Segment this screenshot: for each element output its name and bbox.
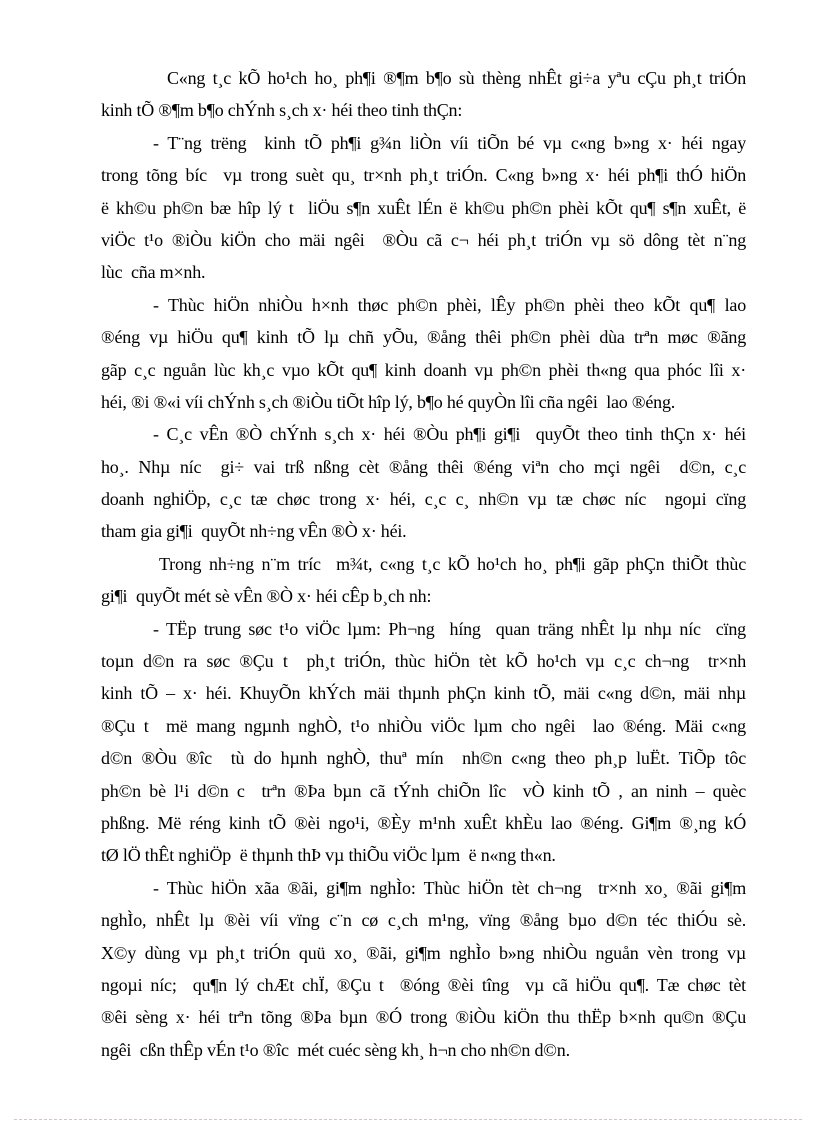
text-line: héi, ®i ®«i víi chÝnh s¸ch ®iÒu tiÕt hîp lý, b¶o hé quyÒn lîi cña ngêi lao ®éng. [101,391,676,412]
text-line: kinh tÕ – x· héi. KhuyÕn khÝch mäi thµnh phÇn kinh tÕ, mäi c«ng d©n, mäi nhµ [101,683,746,704]
text-line: Trong nh÷ng n¨m tríc m¾t, c«ng t¸c kÕ ho¹ch ho¸ ph¶i gãp phÇn thiÕt thùc [159,553,746,574]
text-line: toµn d©n ra søc ®Çu t ph¸t triÓn, thùc hiÖn tèt kÕ ho¹ch vµ c¸c ch¬ng tr×nh [101,651,746,672]
paragraph [101,548,746,613]
text-line: ngêi cßn thÊp vÉn t¹o ®îc mét cuéc sèng kh¸ h¬n cho nh©n d©n. [101,1039,570,1060]
paragraph [101,872,746,1066]
paragraph [101,62,746,127]
text-line: X©y dùng vµ ph¸t triÓn quü xo¸ ®ãi, gi¶m nghÌo b»ng nhiÒu nguån vèn trong vµ [101,942,746,963]
paragraph [101,127,746,289]
text-line: gi¶i quyÕt mét sè vÊn ®Ò x· héi cÊp b¸ch nh: [101,586,432,607]
text-line: trong tõng bíc vµ trong suèt qu¸ tr×nh ph¸t triÓn. C«ng b»ng x· héi ph¶i thÓ hiÖn [101,165,746,186]
page-bottom-perforation-line [14,1119,802,1120]
text-line: ®êi sèng x· héi trªn tõng ®Þa bµn ®Ó trong ®iÒu kiÖn thu thËp b×nh qu©n ®Çu [101,1007,746,1028]
text-line: gãp c¸c nguån lùc kh¸c vµo kÕt qu¶ kinh doanh vµ ph©n phèi th«ng qua phóc lîi x· [101,359,746,380]
text-line: lùc cña m×nh. [101,262,206,283]
text-line: ë kh©u ph©n bæ hîp lý t liÖu s¶n xuÊt lÉn ë kh©u ph©n phèi kÕt qu¶ s¶n xuÊt, ë [101,197,746,218]
text-line: tØ lÖ thÊt nghiÖp ë thµnh thÞ vµ thiÕu viÖc lµm ë n«ng th«n. [101,845,556,866]
text-line: tham gia gi¶i quyÕt nh÷ng vÊn ®Ò x· héi. [101,521,407,542]
text-line: doanh nghiÖp, c¸c tæ chøc trong x· héi, c¸c c¸ nh©n vµ tæ chøc níc ngoµi cïng [101,489,746,510]
text-line: nghÌo, nhÊt lµ ®èi víi vïng c¨n cø c¸ch m¹ng, vïng ®ång bµo d©n téc thiÓu sè. [101,910,746,931]
text-line: ®éng vµ hiÖu qu¶ kinh tÕ lµ chñ yÕu, ®ång thêi ph©n phèi dùa trªn møc ®ãng [101,327,746,348]
text-line: - Thùc hiÖn nhiÒu h×nh thøc ph©n phèi, lÊy ph©n phèi theo kÕt qu¶ lao [153,294,746,315]
text-line: viÖc t¹o ®iÒu kiÖn cho mäi ngêi ®Òu cã c¬ héi ph¸t triÓn vµ sö dông tèt n¨ng [101,229,746,250]
text-line: ho¸. Nhµ níc gi÷ vai trß nßng cèt ®ång thêi ®éng viªn cho mçi ngêi d©n, c¸c [101,456,746,477]
text-line: - Thùc hiÖn xãa ®ãi, gi¶m nghÌo: Thùc hiÖn tèt ch¬ng tr×nh xo¸ ®ãi gi¶m [153,877,746,898]
paragraph [101,418,746,548]
text-line: - T¨ng trëng kinh tÕ ph¶i g¾n liÒn víi tiÕn bé vµ c«ng b»ng x· héi ngay [153,132,746,153]
text-line: ®Çu t më mang ngµnh nghÒ, t¹o nhiÒu viÖc lµm cho ngêi lao ®éng. Mäi c«ng [101,715,746,736]
text-line: d©n ®Òu ®îc tù do hµnh nghÒ, thuª mín nh©n c«ng theo ph¸p luËt. TiÕp tôc [101,748,746,769]
paragraph [101,289,746,419]
document-text-block [101,62,746,1066]
text-line: - TËp trung søc t¹o viÖc lµm: Ph¬ng híng quan träng nhÊt lµ nhµ níc cïng [153,618,746,639]
text-line: C«ng t¸c kÕ ho¹ch ho¸ ph¶i ®¶m b¶o sù thèng nhÊt gi÷a yªu cÇu ph¸t triÓn [167,68,746,88]
text-line: ph©n bè l¹i d©n c trªn ®Þa bµn cã tÝnh chiÕn lîc vÒ kinh tÕ , an ninh – quèc [101,780,746,801]
text-line: ngoµi níc; qu¶n lý chÆt chÏ, ®Çu t ®óng ®èi tîng vµ cã hiÖu qu¶. Tæ chøc tèt [101,974,746,995]
text-line: phßng. Më réng kinh tÕ ®èi ngo¹i, ®Èy m¹nh xuÊt khÈu lao ®éng. Gi¶m ®¸ng kÓ [101,812,746,833]
text-line: kinh tÕ ®¶m b¶o chÝnh s¸ch x· héi theo tinh thÇn: [101,100,463,121]
paragraph [101,613,746,872]
text-line: - C¸c vÊn ®Ò chÝnh s¸ch x· héi ®Òu ph¶i gi¶i quyÕt theo tinh thÇn x· héi [153,424,746,445]
